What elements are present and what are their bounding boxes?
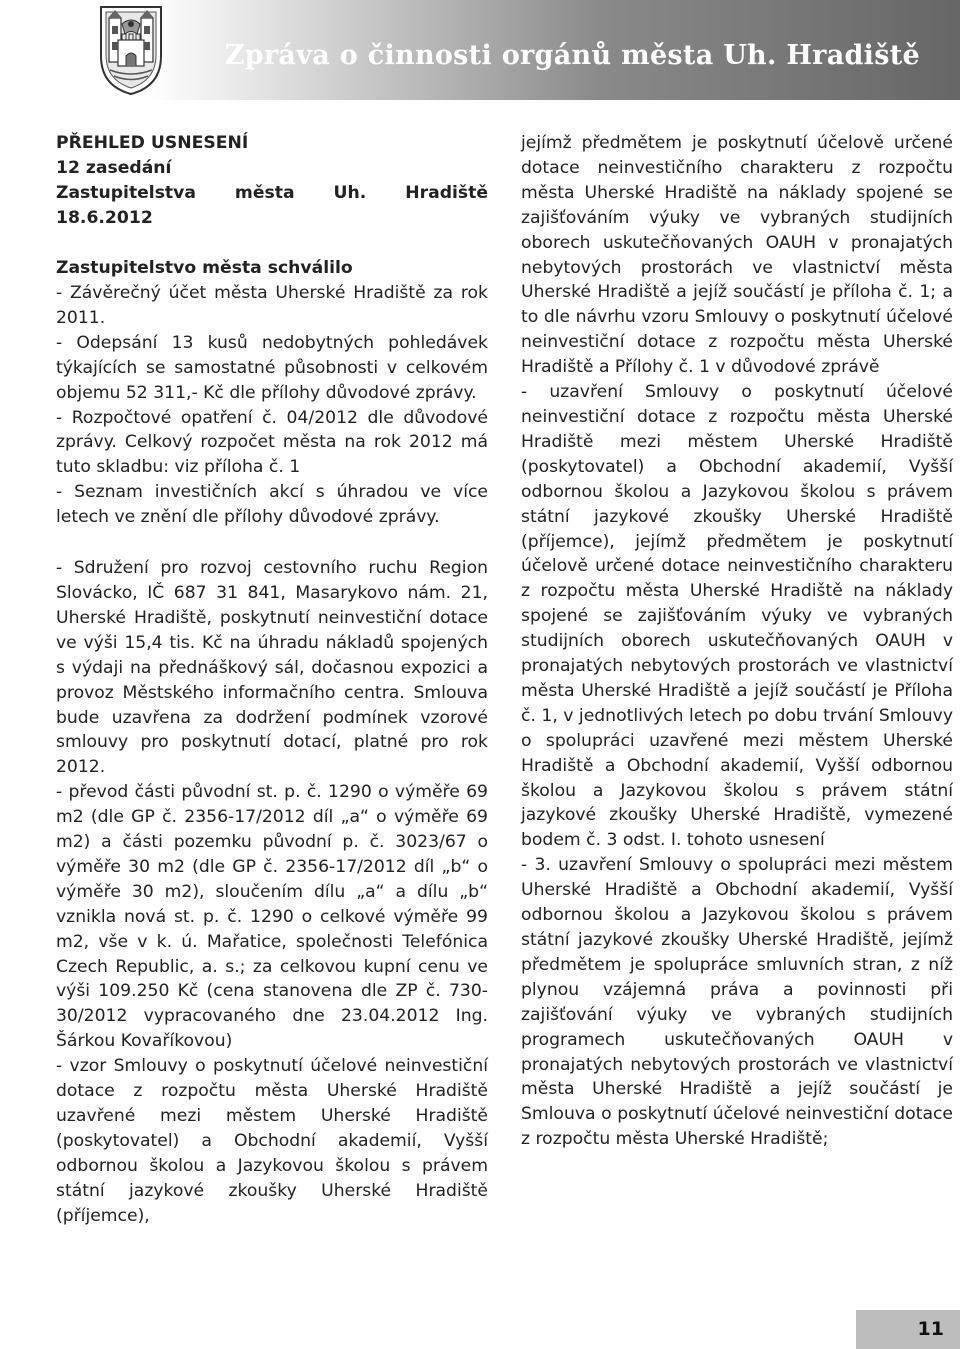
resolution-item-5: - Sdružení pro rozvoj cestovního ruchu Region Slovácko, IČ 687 31 841, Masarykovo nám. 21, Uherské Hradiště, poskytnutí neinvestiční dotace ve výši 15,4 tis. Kč na úhradu nákladů spojených s výdaji na přednáškový sál, dočasnou expozici a provoz Městského informačního centra. Smlouva bude uzavřena za dodržení podmínek vzorové smlouvy pro poskytnutí dotací, platné pro rok 2012. <box>56 558 488 778</box>
resolution-item-4: - Seznam investičních akcí s úhradou ve více letech ve znění dle přílohy důvodové zprávy. <box>56 482 488 528</box>
resolution-item-3: - Rozpočtové opatření č. 04/2012 dle důvodové zprávy. Celkový rozpočet města na rok 2012 má tuto skladbu: viz příloha č. 1 <box>56 407 488 478</box>
resolution-item-7: - vzor Smlouvy o poskytnutí účelové neinvestiční dotace z rozpočtu města Uherské Hradiště uzavřené mezi městem Uherské Hradiště (poskytovatel) a Obchodní akademií, Vyšší odbornou školou a Jazykovou školou s právem státní jazykové zkoušky Uherské Hradiště (příjemce), <box>56 1056 488 1226</box>
right-column <box>521 131 953 1152</box>
resolution-item-6: - převod části původní st. p. č. 1290 o výměře 69 m2 (dle GP č. 2356-17/2012 díl „a“ o výměře 69 m2) a části pozemku původní p. č. 3023/67 o výměře 30 m2 (dle GP č. 2356-17/2012 díl „b“ o výměře 30 m2), sloučením dílu „a“ a dílu „b“ vznikla nová st. p. č. 1290 o celkové výměře 99 m2, vše v k. ú. Mařatice, společnosti Telefónica Czech Republic, a. s.; za celkovou kupní cenu ve výši 109.250 Kč (cena stanovena dle ZP č. 730-30/2012 vypracovaného dne 23.04.2012 Ing. Šárkou Kovaříkovou) <box>56 782 488 1052</box>
continued-paragraph: jejímž předmětem je poskytnutí účelově určené dotace neinvestičního charakteru z rozpočtu města Uherské Hradiště na náklady spojené se zajišťováním výuky ve vybraných studijních oborech uskutečňovaných OAUH v pronajatých nebytových prostorách ve vlastnictví města Uherské Hradiště a jejíž součástí je příloha č. 1; a to dle návrhu vzoru Smlouvy o poskytnutí účelové neinvestiční dotace z rozpočtu města Uherské Hradiště a Přílohy č. 1 v důvodové zprávě <box>521 133 953 378</box>
city-coat-of-arms-icon <box>96 4 166 96</box>
resolution-item-2: - Odepsání 13 kusů nedobytných pohledávek týkajících se samostatné působnosti v celkovém objemu 52 311,- Kč dle přílohy důvodové zprávy. <box>56 332 488 403</box>
header-band <box>0 0 960 100</box>
resolution-item-1: - Závěrečný účet města Uherské Hradiště za rok 2011. <box>56 283 488 328</box>
heading-line-3: Zastupitelstva města Uh. Hradiště 18.6.2012 <box>56 183 488 228</box>
resolution-item-8: - uzavření Smlouvy o poskytnutí účelové neinvestiční dotace z rozpočtu města Uherské Hradiště mezi městem Uherské Hradiště (poskytovatel) a Obchodní akademií, Vyšší odbornou školou a Jazykovou školou s právem státní jazykové zkoušky Uherské Hradiště (příjemce), jejímž předmětem je poskytnutí účelově určené dotace neinvestičního charakteru z rozpočtu města Uherské Hradiště na náklady spojené se zajišťováním výuky ve vybraných studijních oborech uskutečňovaných OAUH v pronajatých nebytových prostorách ve vlastnictví města Uherské Hradiště a jejíž součástí je Příloha č. 1, v jednotlivých letech po dobu trvání Smlouvy o spolupráci uzavřené mezi městem Uherské Hradiště a Obchodní akademií, Vyšší odbornou školou a Jazykovou školou s právem státní jazykové zkoušky Uherské Hradiště, vymezené bodem č. 3 odst. I. tohoto usnesení <box>521 382 953 851</box>
approved-heading: Zastupitelstvo města schválilo <box>56 258 353 278</box>
heading-line-2: 12 zasedání <box>56 158 172 178</box>
page-number: 11 <box>856 1310 960 1349</box>
header-title: Zpráva o činnosti orgánů města Uh. Hradiště <box>224 40 920 71</box>
heading-line-1: PŘEHLED USNESENÍ <box>56 133 249 153</box>
resolution-item-9: - 3. uzavření Smlouvy o spolupráci mezi městem Uherské Hradiště a Obchodní akademií, Vyšší odbornou školou a Jazykovou školou s právem státní jazykové zkoušky Uherské Hradiště, jejímž předmětem je spolupráce smluvních stran, z níž plynou vzájemná práva a povinnosti při zajišťování výuky ve vybraných studijních programech uskutečňovaných OAUH v pronajatých nebytových prostorách ve vlastnictví města Uherské Hradiště a jejíž součástí je Smlouva o poskytnutí účelové neinvestiční dotace z rozpočtu města Uherské Hradiště; <box>521 855 953 1150</box>
left-column <box>56 131 488 1229</box>
resolution-heading <box>56 131 488 231</box>
